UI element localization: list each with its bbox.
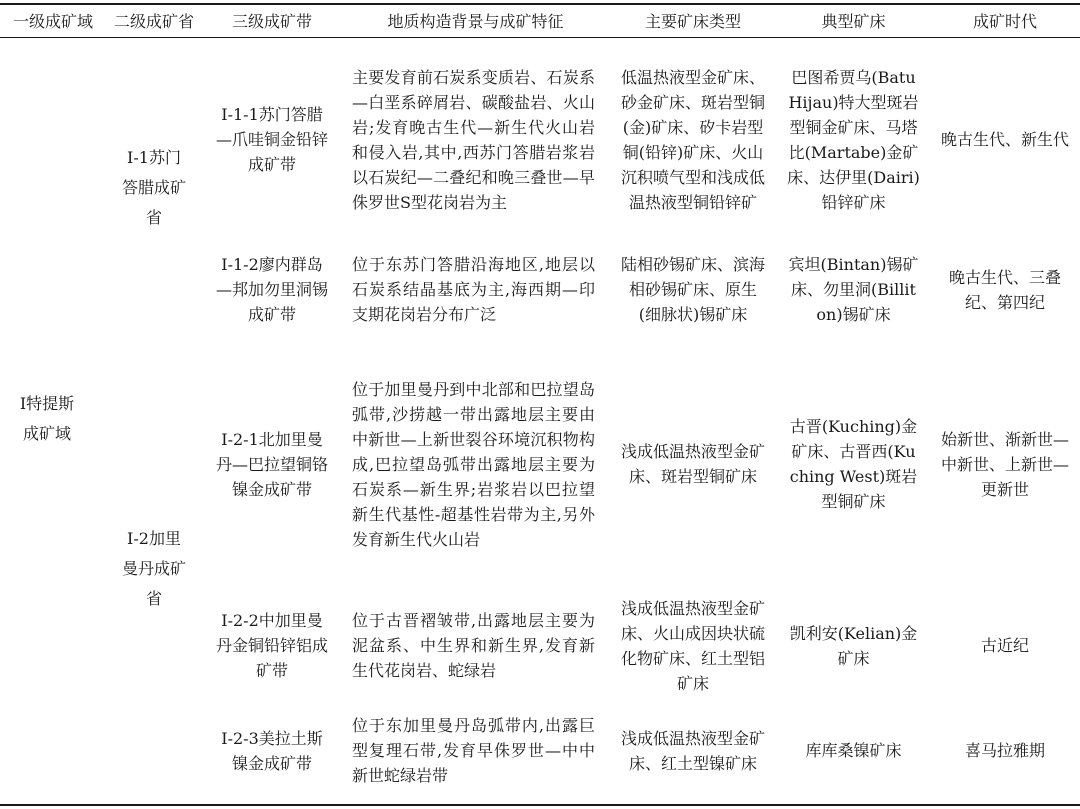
- typical-deposit-cell: 宾坦(Bintan)锡矿床、勿里洞(Billiton)锡矿床: [788, 255, 919, 324]
- belt-cell: Ⅰ-2-1北加里曼丹—巴拉望铜铬镍金成矿带: [215, 429, 328, 499]
- typical-deposit-cell: 古晋(Kuching)金矿床、古晋西(Kuching West)斑岩型铜矿床: [789, 417, 918, 511]
- header-cell-belt: 三级成矿带: [231, 11, 312, 31]
- deposit-types-cell: 低温热液型金矿床、砂金矿床、斑岩型铜(金)矿床、矽卡岩型铜(铅锌)矿床、火山沉积喷气型和浅成低温热液型铜铅锌矿: [620, 67, 765, 212]
- header-cell-domain: 一级成矿域: [12, 11, 93, 31]
- age-cell: 晚古生代、新生代: [940, 130, 1069, 149]
- table-row: [0, 38, 1080, 241]
- geology-cell: 位于东苏门答腊沿海地区,地层以石炭系结晶基底为主,海西期—印支期花岗岩分布广泛: [352, 255, 595, 324]
- age-cell: 始新世、渐新世—中新世、上新世—更新世: [940, 429, 1069, 499]
- header-cell-province: 二级成矿省: [113, 11, 194, 31]
- age-cell: 晚古生代、三叠纪、第四纪: [948, 267, 1061, 312]
- age-cell: 古近纪: [980, 636, 1029, 655]
- metallogenic-table: [0, 5, 1080, 800]
- typical-deposit-cell: 凯利安(Kelian)金矿床: [789, 623, 918, 668]
- province-cell: Ⅰ-1苏门答腊成矿省: [121, 148, 186, 227]
- deposit-types-cell: 浅成低温热液型金矿床、红土型镍矿床: [620, 728, 765, 773]
- deposit-types-cell: 浅成低温热液型金矿床、斑岩型铜矿床: [620, 442, 765, 486]
- geology-cell: 位于古晋褶皱带,出露地层主要为泥盆系、中生界和新生界,发育新生代花岗岩、蛇绿岩: [352, 611, 595, 680]
- header-cell-geology: 地质构造背景与成矿特征: [387, 11, 564, 31]
- bottom-rule: [0, 804, 1080, 806]
- table-row: [0, 338, 1080, 590]
- belt-cell: Ⅰ-1-2廖内群岛—邦加勿里洞锡成矿带: [215, 255, 328, 324]
- geology-cell: 主要发育前石炭系变质岩、石炭系—白垩系碎屑岩、碳酸盐岩、火山岩;发育晚古生代—新生代火山岩和侵入岩,其中,西苏门答腊岩浆岩以石炭纪—二叠纪和晚三叠世—早侏罗世S型花岗岩为主: [352, 67, 595, 212]
- age-cell: 喜马拉雅期: [964, 741, 1045, 760]
- belt-cell: Ⅰ-1-1苏门答腊—爪哇铜金铅锌成矿带: [215, 105, 328, 174]
- belt-cell: Ⅰ-2-3美拉土斯镍金成矿带: [221, 728, 323, 773]
- geology-cell: 位于加里曼丹到中北部和巴拉望岛弧带,沙捞越一带出露地层主要由中新世—上新世裂谷环境沉积物构成,巴拉望岛弧带出露地层主要为石炭系—新生界;岩浆岩以巴拉望新生代基性-超基性岩带为主,另外发育新生代火山岩: [352, 379, 595, 549]
- header-row: [0, 5, 1080, 38]
- typical-deposit-cell: 巴图希贾乌(Batu Hijau)特大型斑岩型铜金矿床、马塔比(Martabe)金矿床、达伊里(Dairi)铅锌矿床: [787, 67, 920, 212]
- deposit-types-cell: 浅成低温热液型金矿床、火山成因块状硫化物矿床、红土型铝矿床: [620, 598, 765, 693]
- geology-cell: 位于东加里曼丹岛弧带内,出露巨型复理石带,发育早侏罗世—中中新世蛇绿岩带: [352, 716, 595, 785]
- header-cell-deposit-types: 主要矿床类型: [644, 11, 741, 31]
- deposit-types-cell: 陆相砂锡矿床、滨海相砂锡矿床、原生(细脉状)锡矿床: [620, 255, 765, 324]
- domain-cell: Ⅰ特提斯成矿域: [19, 394, 75, 443]
- header-cell-typical-deposit: 典型矿床: [821, 11, 886, 31]
- province-cell: Ⅰ-2加里曼丹成矿省: [121, 529, 186, 608]
- typical-deposit-cell: 库库桑镍矿床: [805, 741, 902, 760]
- header-cell-age: 成矿时代: [972, 11, 1037, 31]
- belt-cell: Ⅰ-2-2中加里曼丹金铜铅锌铝成矿带: [215, 611, 328, 680]
